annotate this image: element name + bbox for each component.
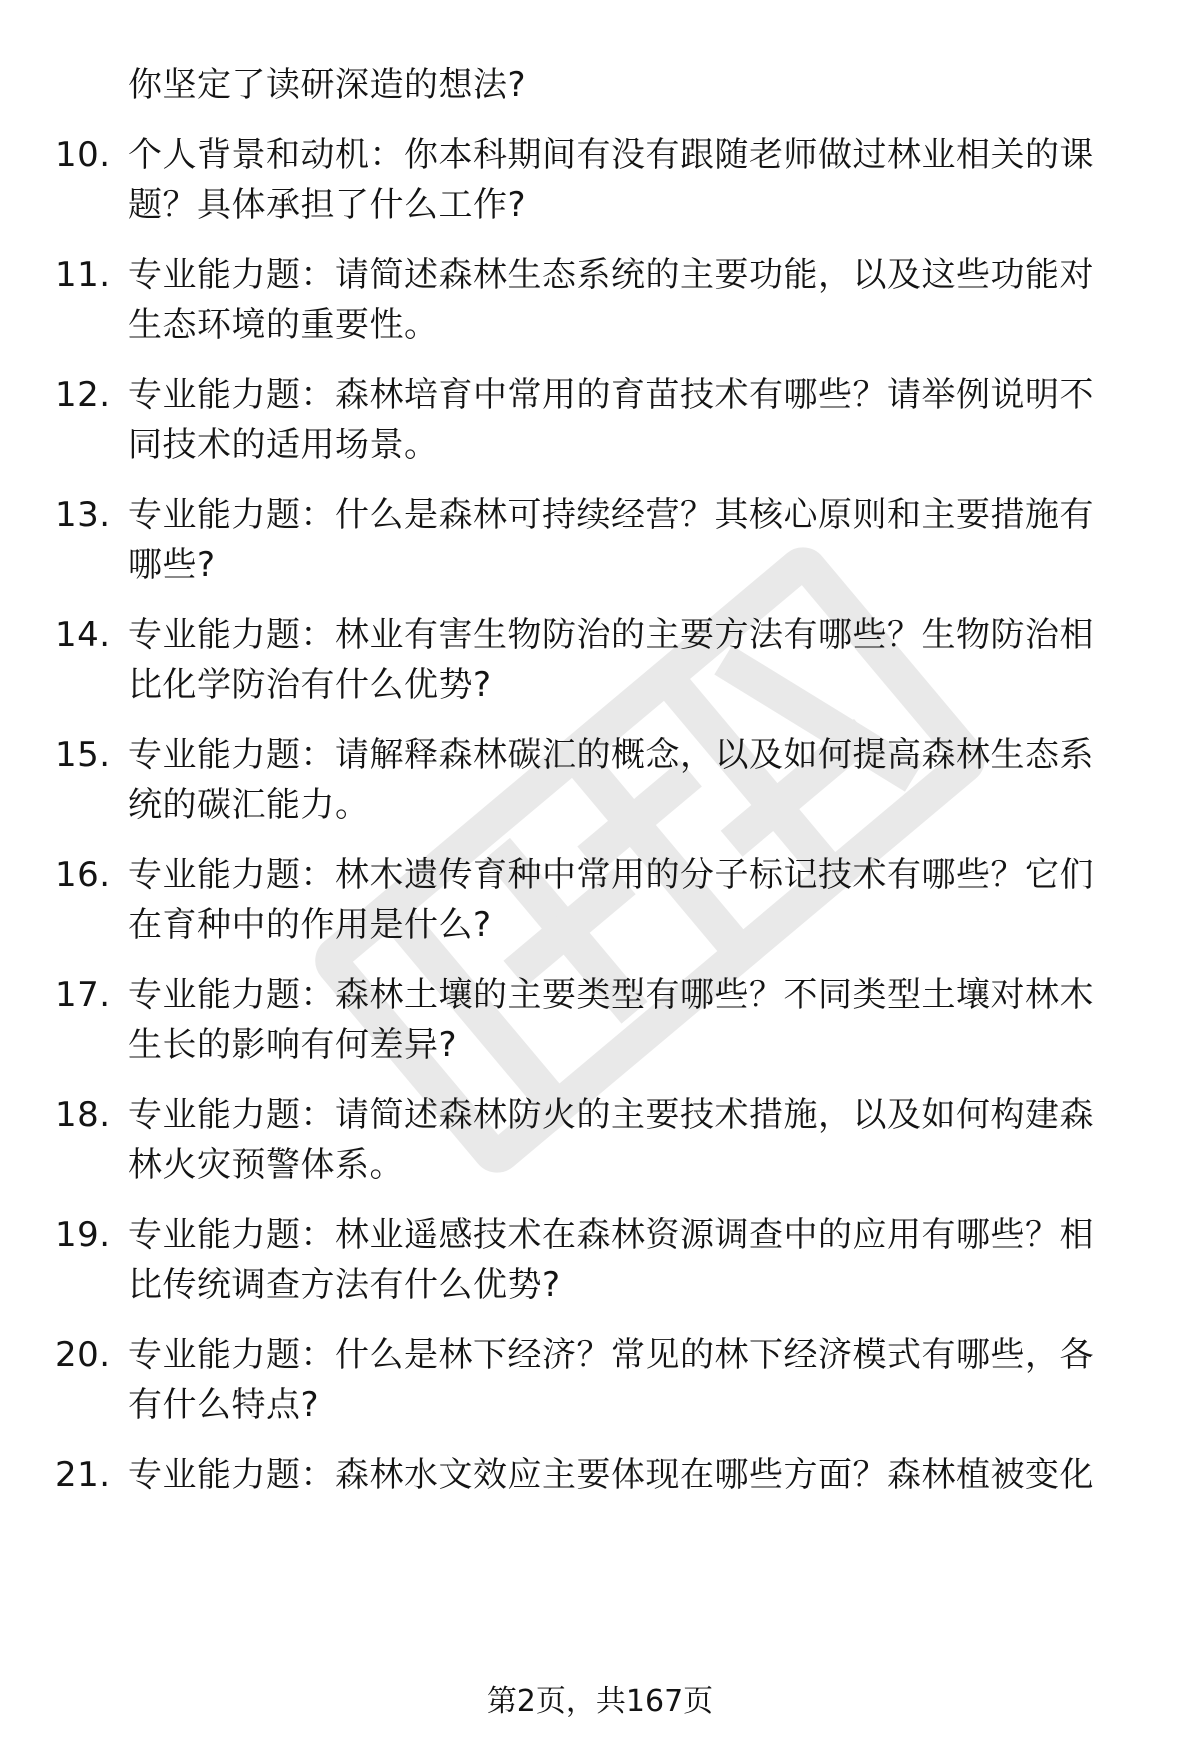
question-item <box>0 1210 1200 1310</box>
question-text-line: 专业能力题：请解释森林碳汇的概念，以及如何提高森林生态系 <box>128 735 1094 775</box>
question-number: 18. <box>55 1095 111 1135</box>
question-item <box>0 730 1200 830</box>
question-number: 20. <box>55 1335 111 1375</box>
question-item <box>0 370 1200 470</box>
question-text-line: 专业能力题：林业遥感技术在森林资源调查中的应用有哪些？相 <box>128 1215 1094 1255</box>
question-text-line: 题？具体承担了什么工作? <box>128 185 527 225</box>
question-number: 19. <box>55 1215 111 1255</box>
question-text-line: 专业能力题：请简述森林生态系统的主要功能，以及这些功能对 <box>128 255 1094 295</box>
question-text-line: 哪些? <box>128 545 216 585</box>
question-text-line: 专业能力题：森林培育中常用的育苗技术有哪些？请举例说明不 <box>128 375 1094 415</box>
question-number: 13. <box>55 495 111 535</box>
question-number: 14. <box>55 615 111 655</box>
question-text-line: 同技术的适用场景。 <box>128 425 439 465</box>
question-number: 16. <box>55 855 111 895</box>
question-text-line: 有什么特点? <box>128 1385 320 1425</box>
question-text-line: 比传统调查方法有什么优势? <box>128 1265 561 1305</box>
question-text-line: 专业能力题：什么是林下经济？常见的林下经济模式有哪些，各 <box>128 1335 1094 1375</box>
question-text-line: 专业能力题：什么是森林可持续经营？其核心原则和主要措施有 <box>128 495 1094 535</box>
question-item <box>0 130 1200 230</box>
question-number: 17. <box>55 975 111 1015</box>
question-number: 11. <box>55 255 111 295</box>
question-number: 15. <box>55 735 111 775</box>
question-text-line: 专业能力题：请简述森林防火的主要技术措施，以及如何构建森 <box>128 1095 1094 1135</box>
question-text-line: 个人背景和动机：你本科期间有没有跟随老师做过林业相关的课 <box>128 135 1094 175</box>
question-text-line: 林火灾预警体系。 <box>128 1145 404 1185</box>
carry-over-question-text: 你坚定了读研深造的想法? <box>128 65 527 105</box>
question-text-line: 专业能力题：森林土壤的主要类型有哪些？不同类型土壤对林木 <box>128 975 1094 1015</box>
question-item <box>0 850 1200 950</box>
question-text-line: 专业能力题：林业有害生物防治的主要方法有哪些？生物防治相 <box>128 615 1094 655</box>
question-item <box>0 250 1200 350</box>
question-number: 21. <box>55 1455 111 1495</box>
question-item <box>0 1450 1200 1550</box>
question-item <box>0 1090 1200 1190</box>
question-text-line: 生态环境的重要性。 <box>128 305 439 345</box>
question-item <box>0 1330 1200 1430</box>
question-text-line: 比化学防治有什么优势? <box>128 665 492 705</box>
question-number: 10. <box>55 135 111 175</box>
question-text-line: 统的碳汇能力。 <box>128 785 370 825</box>
question-item <box>0 490 1200 590</box>
question-item <box>0 610 1200 710</box>
page-number-footer: 第2页，共167页 <box>486 1684 714 1719</box>
question-text-line: 专业能力题：森林水文效应主要体现在哪些方面？森林植被变化 <box>128 1455 1094 1495</box>
question-text-line: 生长的影响有何差异? <box>128 1025 458 1065</box>
question-text-line: 在育种中的作用是什么? <box>128 905 492 945</box>
question-number: 12. <box>55 375 111 415</box>
question-text-line: 专业能力题：林木遗传育种中常用的分子标记技术有哪些？它们 <box>128 855 1094 895</box>
question-item <box>0 970 1200 1070</box>
